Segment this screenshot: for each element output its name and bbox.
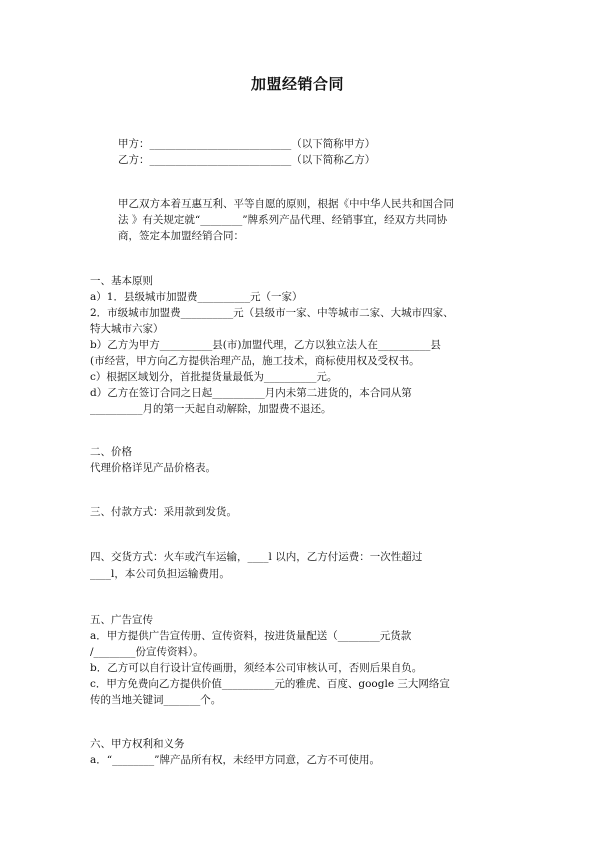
section-2-line: 代理价格详见产品价格表。: [90, 462, 216, 474]
section-5-heading: 五、广告宣传: [90, 614, 153, 626]
document-title: 加盟经销合同: [250, 75, 344, 93]
section-4-line: 四、交货方式：火车或汽车运输，____l 以内，乙方付运费：一次性超过: [90, 551, 423, 563]
section-2-heading: 二、价格: [90, 446, 132, 458]
intro-line: 甲乙双方本着互惠互利、平等自愿的原则，根据《中中华人民共和国合同: [118, 198, 454, 210]
section-3-heading: 三、付款方式：采用款到发货。: [90, 506, 237, 518]
section-1-line: __________月的第一天起自动解除，加盟费不退还。: [90, 403, 332, 415]
section-1-line: b）乙方为甲方__________县(市)加盟代理，乙方以独立法人在__________县: [90, 339, 441, 351]
section-1-line: 特大城市六家）: [90, 323, 164, 335]
section-1-line: (市经营，甲方向乙方提供治理产品，施工技术，商标使用权及受权书。: [90, 355, 420, 367]
section-6-heading: 六、甲方权利和义务: [90, 738, 185, 750]
section-5-line: 传的当地关键词_______个。: [90, 694, 222, 706]
intro-line: 法 》有关规定就“________”牌系列产品代理、经销事宜，经双方共同协: [118, 214, 448, 226]
intro-line: 商，签定本加盟经销合同：: [118, 230, 244, 242]
section-4-line: ____l，本公司负担运输费用。: [90, 568, 230, 580]
section-5-line: a．甲方提供广告宣传册、宣传资料，按进货量配送（________元货款: [90, 630, 412, 642]
section-5-line: /________份宣传资料）。: [90, 646, 204, 658]
section-5-line: b．乙方可以自行设计宣传画册，须经本公司审核认可，否则后果自负。: [90, 662, 423, 674]
section-1-line: 2．市级城市加盟费__________元（县级市一家、中等城市二家、大城市四家、: [90, 307, 454, 319]
party-b-line: 乙方：___________________________（以下简称乙方）: [118, 154, 376, 166]
party-a-line: 甲方：___________________________（以下简称甲方）: [118, 138, 376, 150]
section-1-heading: 一、基本原则: [90, 275, 153, 287]
section-1-line: a）1．县级城市加盟费__________元（一家）: [90, 291, 303, 303]
section-1-line: c）根据区域划分，首批提货量最低为__________元。: [90, 371, 338, 383]
section-6-line: a．“________”牌产品所有权，未经甲方同意，乙方不可使用。: [90, 754, 380, 766]
section-1-line: d）乙方在签订合同之日起__________月内未第二进货的，本合同从第: [90, 387, 412, 399]
section-5-line: c．甲方免费向乙方提供价值__________元的雅虎、百度、google 三大网络宣: [90, 678, 450, 690]
